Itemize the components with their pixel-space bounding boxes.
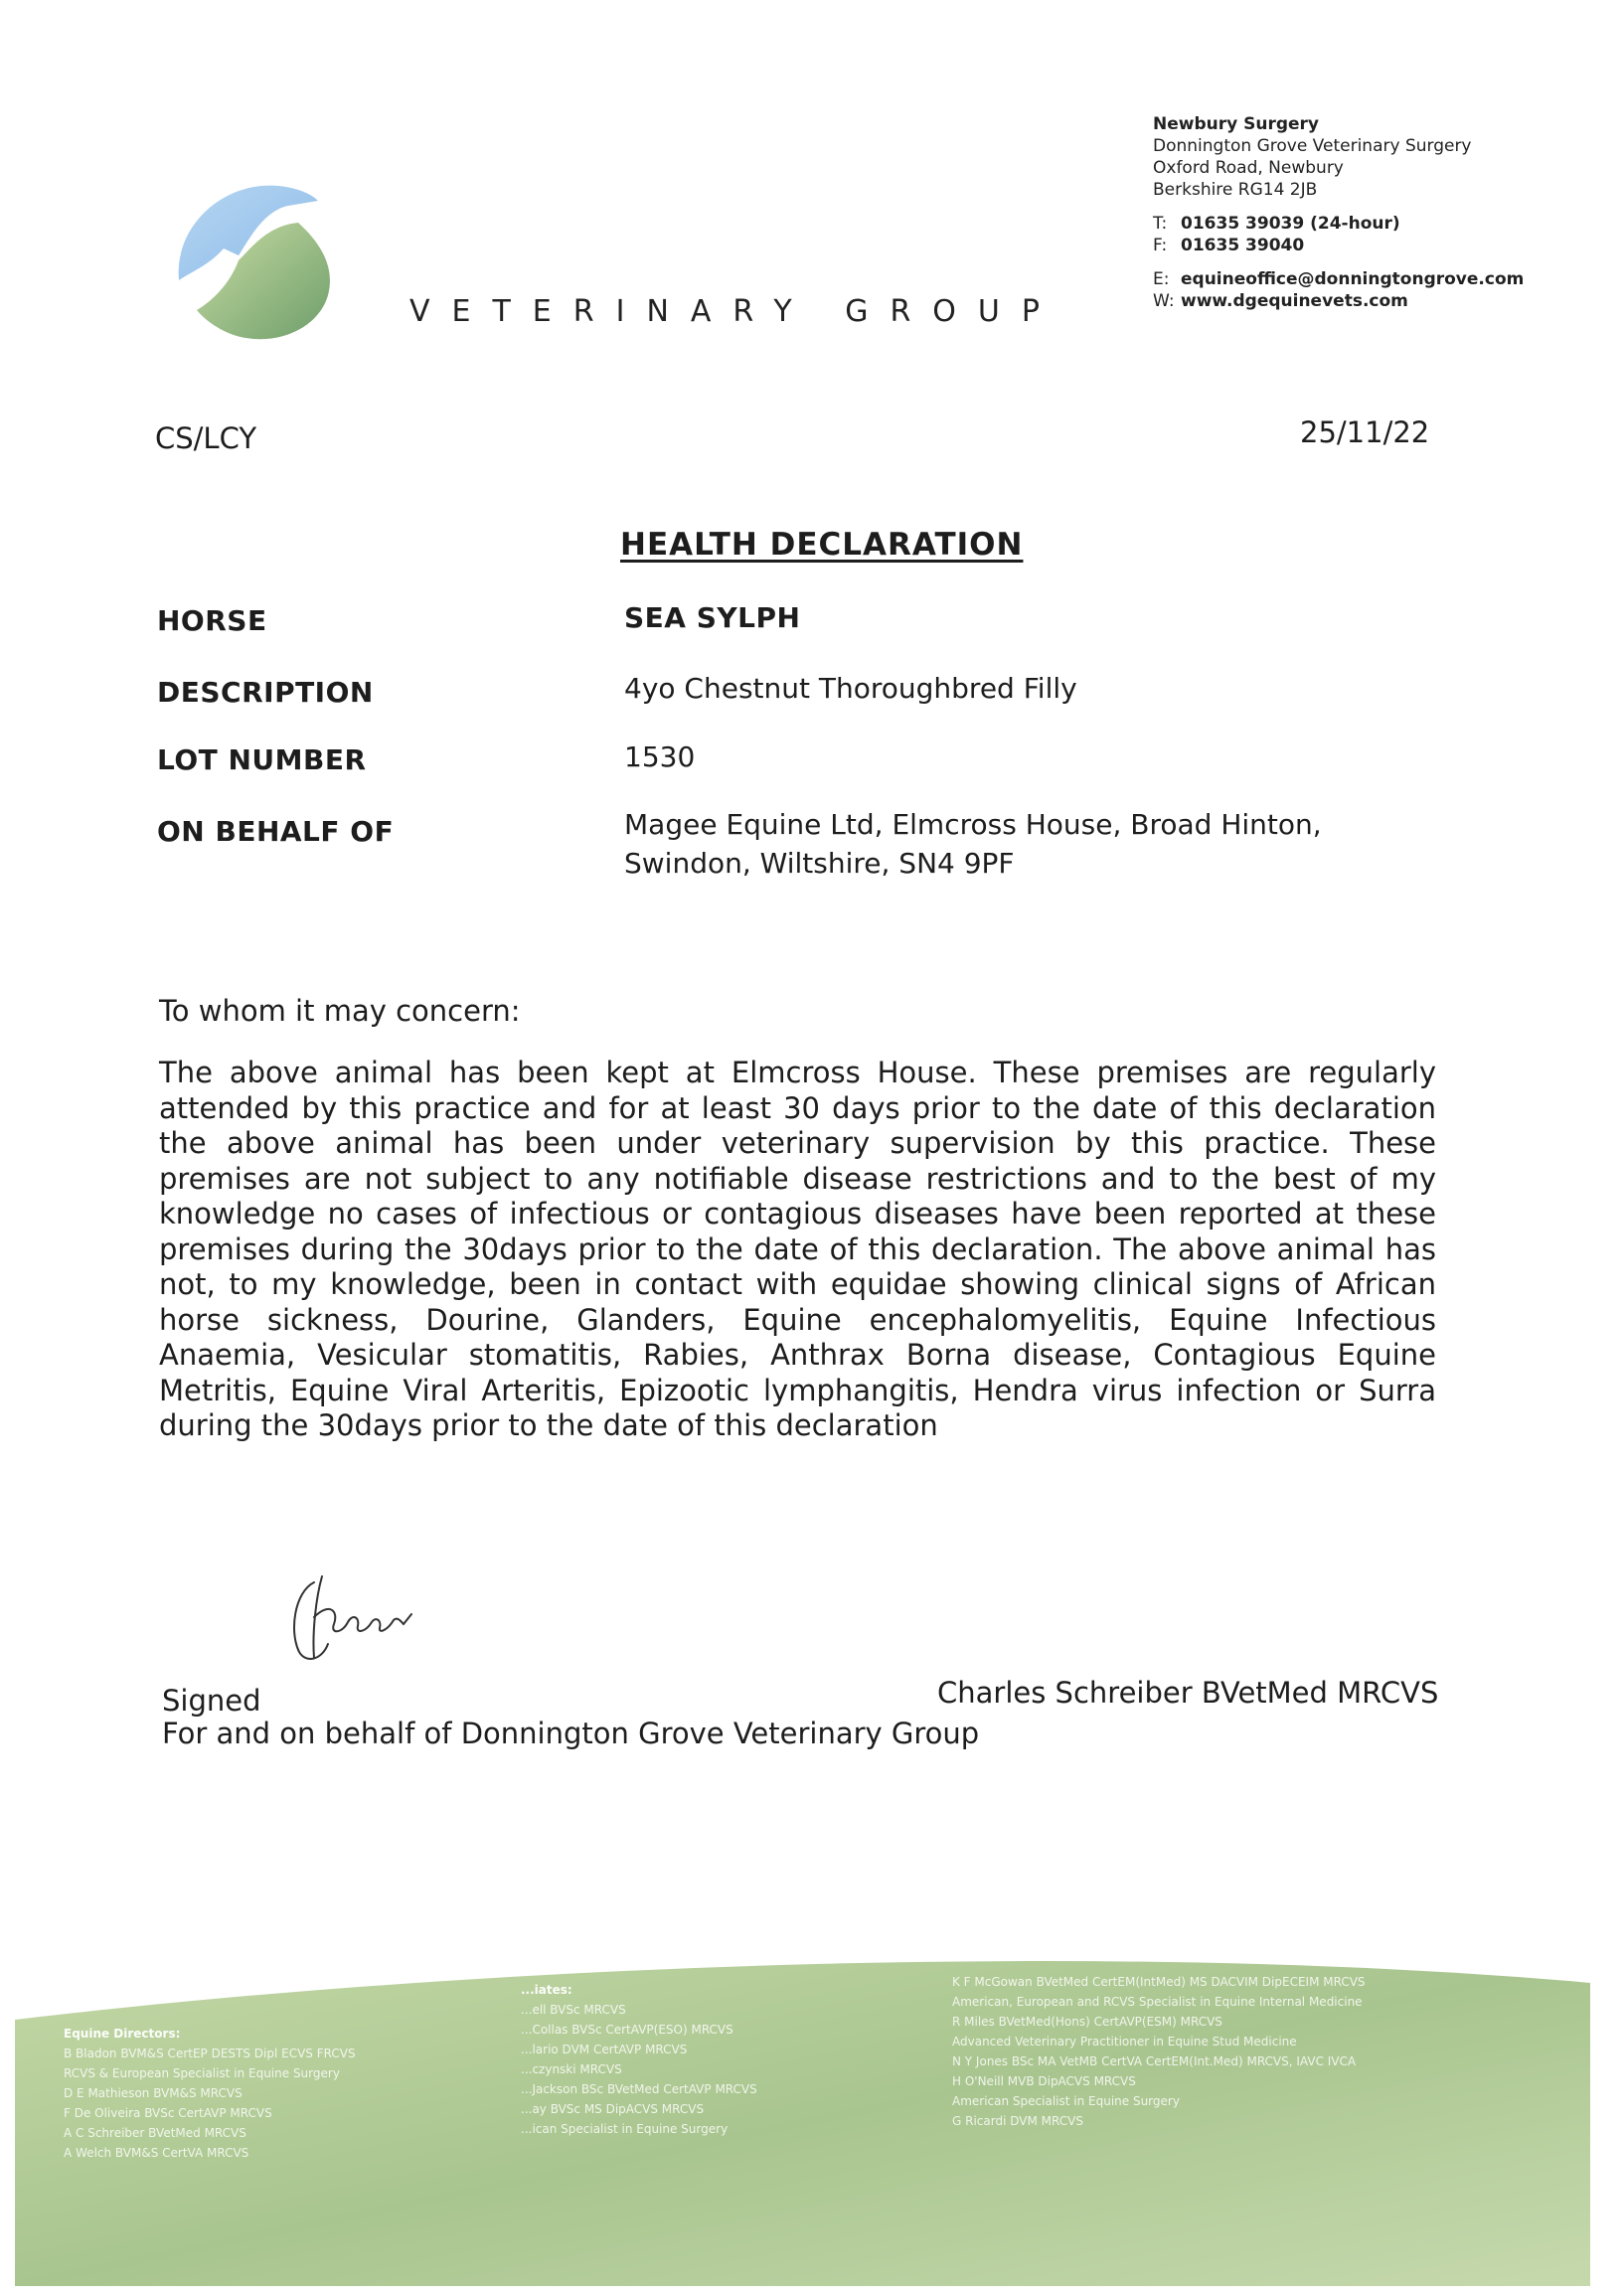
address-line: Oxford Road, Newbury: [1153, 158, 1344, 178]
footer-line: American, European and RCVS Specialist in Equine Internal Medicine: [952, 1995, 1363, 2009]
horse-label: HORSE: [157, 604, 267, 637]
phone-number: 01635 39039 (24-hour): [1181, 214, 1400, 234]
practice-logo: [169, 171, 348, 350]
description-label: DESCRIPTION: [157, 676, 374, 709]
signatory-name: Charles Schreiber BVetMed MRCVS: [937, 1676, 1439, 1710]
footer-heading: ...iates:: [521, 1983, 572, 1997]
practice-address: [1153, 113, 1524, 312]
reference-code: CS/LCY: [155, 421, 257, 455]
footer-line: ...ican Specialist in Equine Surgery: [521, 2122, 729, 2136]
footer-line: A C Schreiber BVetMed MRCVS: [64, 2126, 246, 2140]
footer-associates: [521, 1980, 757, 2139]
lot-number-value: 1530: [624, 740, 696, 773]
salutation: To whom it may concern:: [159, 994, 521, 1028]
footer-line: ...ell BVSc MRCVS: [521, 2003, 626, 2017]
on-behalf-value: [624, 805, 1322, 883]
footer-line: R Miles BVetMed(Hons) CertAVP(ESM) MRCVS: [952, 2015, 1222, 2029]
declaration-body: The above animal has been kept at Elmcross House. These premises are regularly attended by this practice and for at least 30 days prior to the date of this declaration the above animal has been under veterinary supervision by this practice. These premises are not subject to any notifiable disease restrictions and to the best of my knowledge no cases of infectious or contagious diseases have been reported at these premises during the 30days prior to the date of this declaration. The above animal has not, to my knowledge, been in contact with equidae showing clinical signs of African horse sickness, Dourine, Glanders, Equine encephalomyelitis, Equine Infectious Anaemia, Vesicular stomatitis, Rabies, Anthrax Borna disease, Contagious Equine Metritis, Equine Viral Arteritis, Epizootic lymphangitis, Hendra virus infection or Surra during the 30days prior to the date of this declaration: [159, 1056, 1436, 1442]
address-line: Berkshire RG14 2JB: [1153, 180, 1318, 200]
footer-line: K F McGowan BVetMed CertEM(IntMed) MS DACVIM DipECEIM MRCVS: [952, 1975, 1366, 1989]
footer-line: RCVS & European Specialist in Equine Surgery: [64, 2066, 340, 2080]
horse-name: SEA SYLPH: [624, 601, 801, 634]
handwritten-signature: [284, 1562, 453, 1672]
email-address: equineoffice@donningtongrove.com: [1181, 269, 1525, 289]
description-value: 4yo Chestnut Thoroughbred Filly: [624, 672, 1077, 705]
behalf-line: Magee Equine Ltd, Elmcross House, Broad Hinton,: [624, 808, 1322, 841]
behalf-line: Swindon, Wiltshire, SN4 9PF: [624, 847, 1015, 880]
footer-line: ...czynski MRCVS: [521, 2062, 622, 2076]
footer-line: F De Oliveira BVSc CertAVP MRCVS: [64, 2106, 272, 2120]
footer-line: N Y Jones BSc MA VetMB CertVA CertEM(Int.Med) MRCVS, IAVC IVCA: [952, 2054, 1357, 2068]
phone-label: T:: [1153, 214, 1168, 234]
website: www.dgequinevets.com: [1181, 291, 1408, 311]
on-behalf-label: ON BEHALF OF: [157, 815, 395, 848]
footer-line: H O'Neill MVB DipACVS MRCVS: [952, 2074, 1136, 2088]
footer-vets: [952, 1972, 1366, 2131]
footer-line: D E Mathieson BVM&S MRCVS: [64, 2086, 243, 2100]
web-label: W:: [1153, 291, 1175, 311]
lot-number-label: LOT NUMBER: [157, 743, 367, 776]
surgery-name: Newbury Surgery: [1153, 114, 1320, 134]
letter-date: 25/11/22: [1300, 415, 1430, 449]
footer-line: B Bladon BVM&S CertEP DESTS Dipl ECVS FRCVS: [64, 2047, 356, 2060]
email-label: E:: [1153, 269, 1170, 289]
brand-wordmark: VETERINARY GROUP: [409, 294, 1061, 329]
address-line: Donnington Grove Veterinary Surgery: [1153, 136, 1472, 156]
footer-line: A Welch BVM&S CertVA MRCVS: [64, 2146, 249, 2160]
footer-directors: [64, 2024, 356, 2163]
footer-line: ...lario DVM CertAVP MRCVS: [521, 2043, 688, 2056]
footer-line: ...ay BVSc MS DipACVS MRCVS: [521, 2102, 705, 2116]
footer-line: American Specialist in Equine Surgery: [952, 2094, 1180, 2108]
fax-label: F:: [1153, 236, 1168, 255]
on-behalf-line: For and on behalf of Donnington Grove Veterinary Group: [162, 1717, 980, 1750]
document-title: HEALTH DECLARATION: [620, 527, 1024, 563]
footer-heading: Equine Directors:: [64, 2027, 181, 2041]
signed-label: Signed: [162, 1684, 261, 1718]
footer-line: ...Collas BVSc CertAVP(ESO) MRCVS: [521, 2023, 733, 2037]
footer-line: ...Jackson BSc BVetMed CertAVP MRCVS: [521, 2082, 757, 2096]
fax-number: 01635 39040: [1181, 236, 1305, 255]
footer-line: Advanced Veterinary Practitioner in Equine Stud Medicine: [952, 2035, 1297, 2049]
footer-line: G Ricardi DVM MRCVS: [952, 2114, 1083, 2128]
